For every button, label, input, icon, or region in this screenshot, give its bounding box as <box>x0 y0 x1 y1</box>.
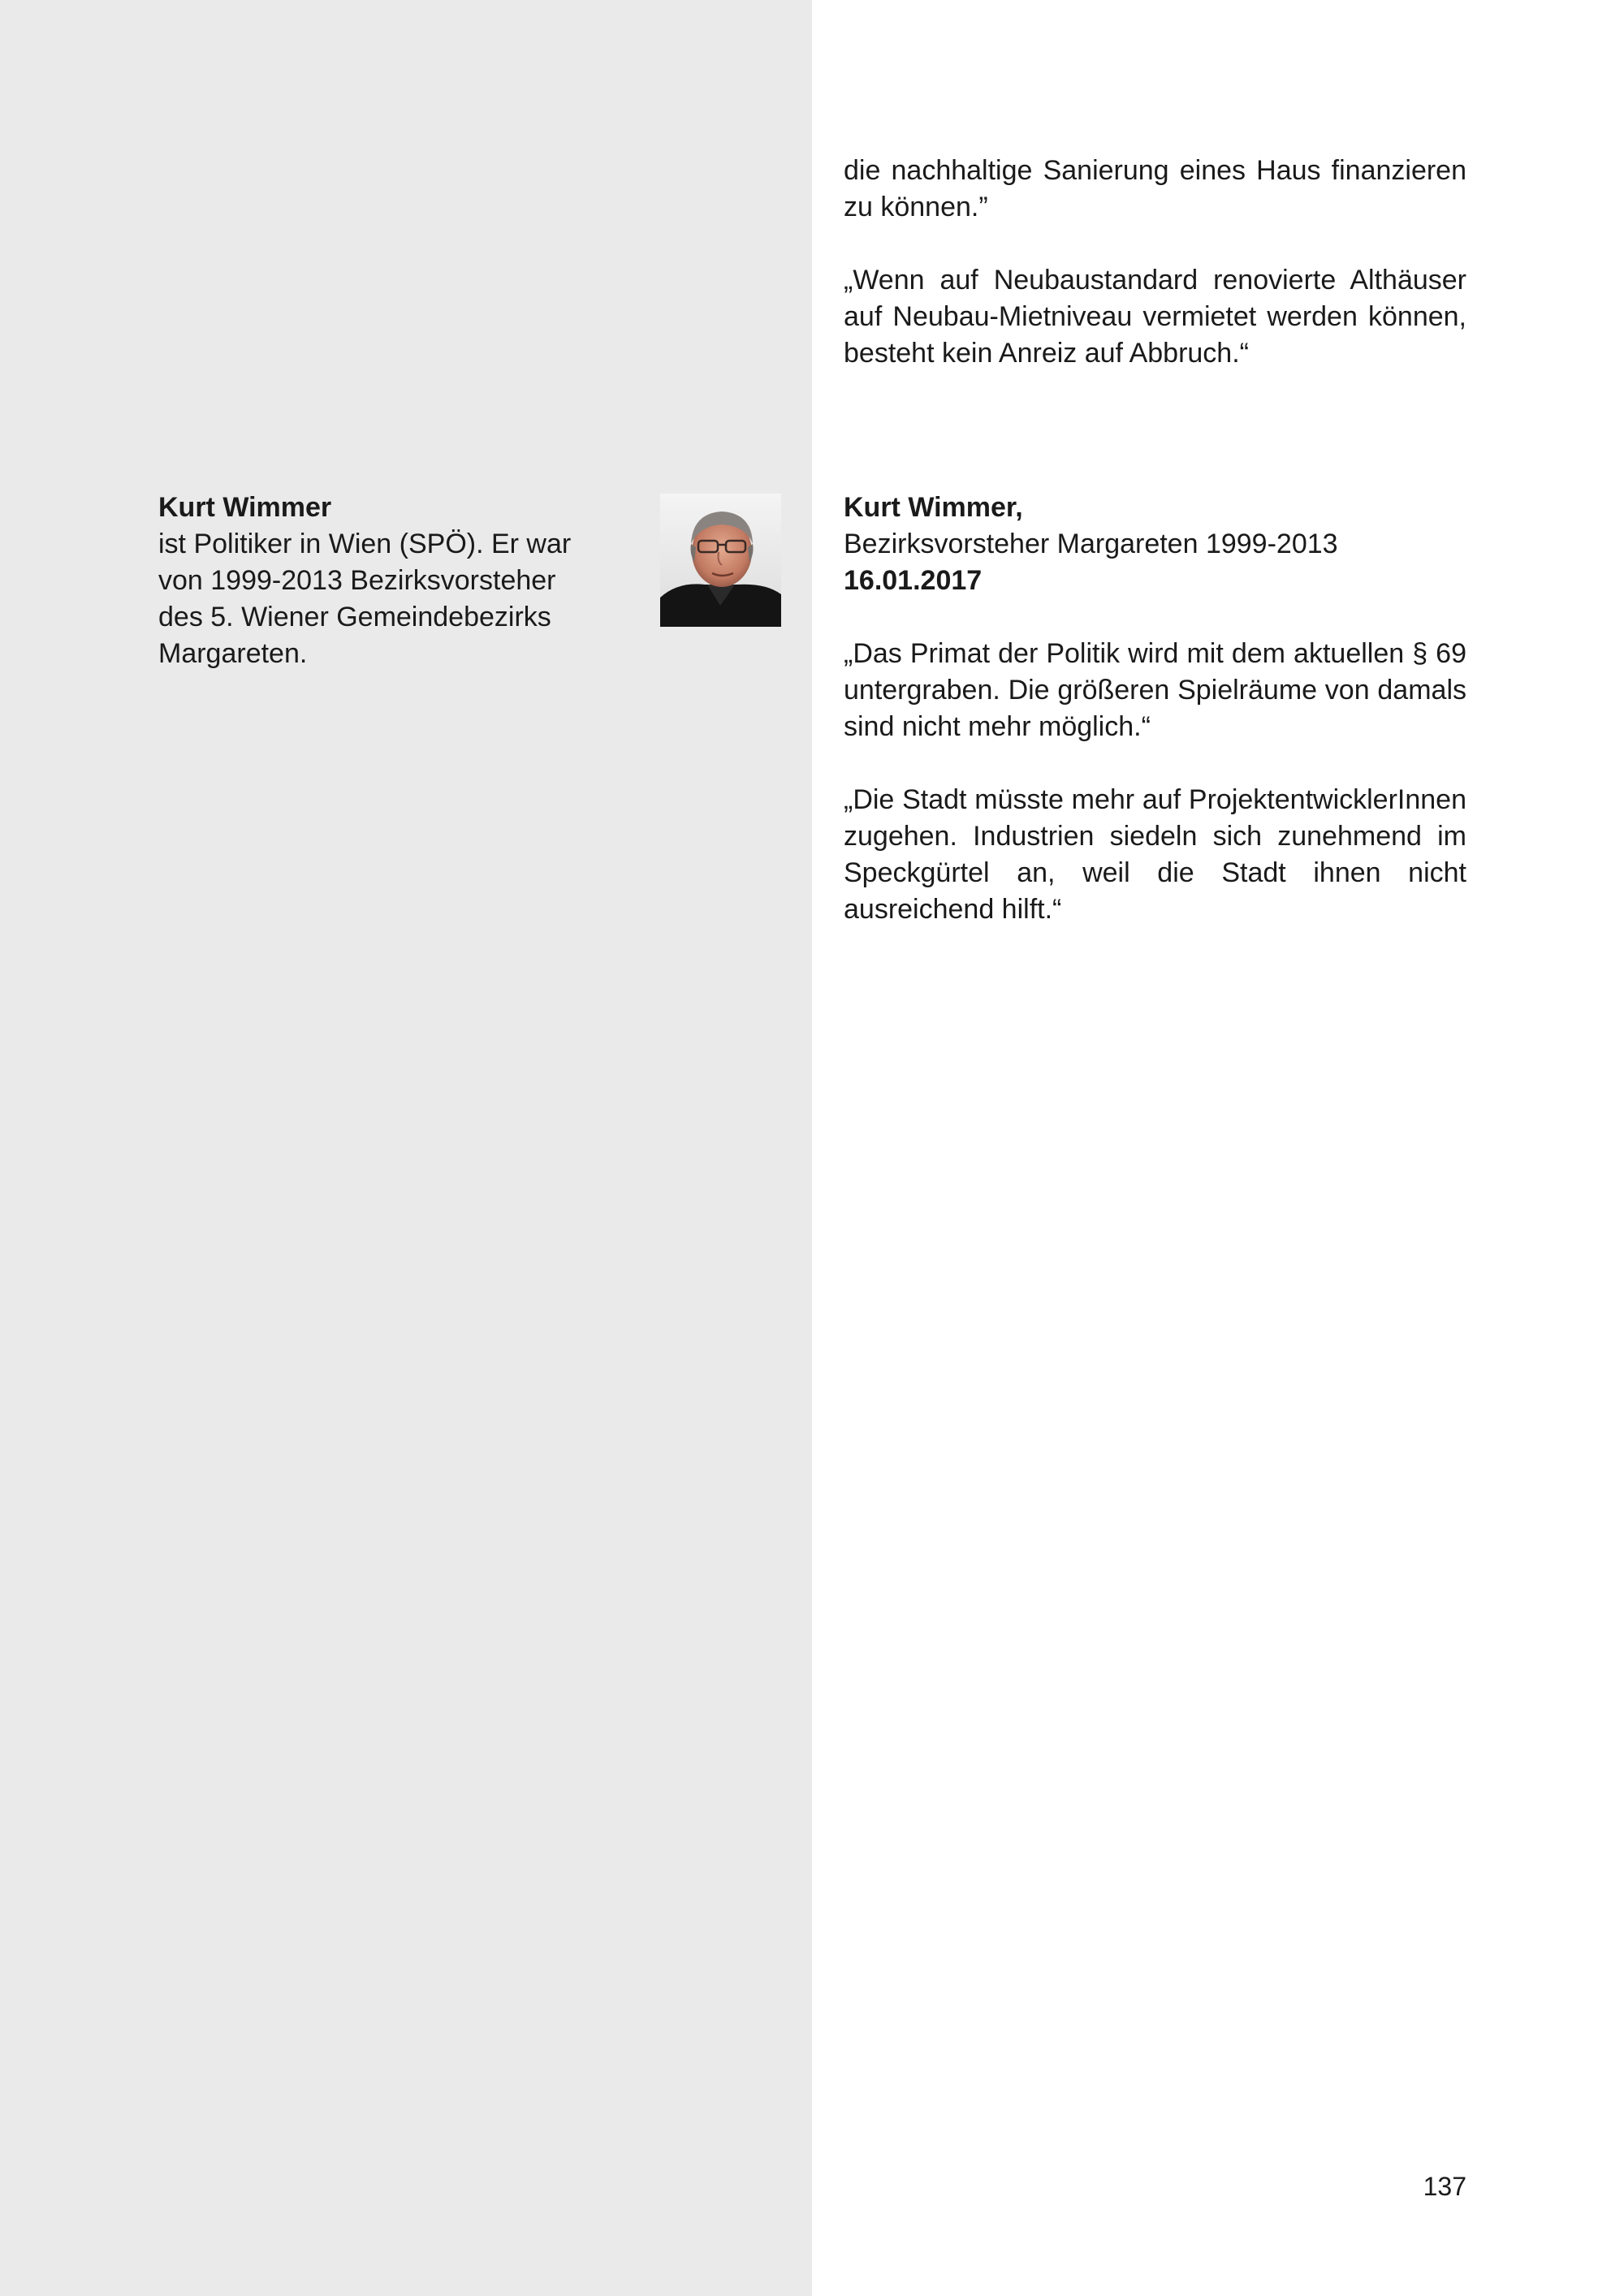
bio-line: des 5. Wiener Gemeindebezirks <box>158 602 551 632</box>
bio-block <box>158 490 581 672</box>
page-number: 137 <box>1423 2172 1466 2201</box>
interview-block <box>844 490 1466 928</box>
interview-role: Bezirksvorsteher Margareten 1999-2013 <box>844 529 1338 559</box>
continuation-paragraph: die nachhaltige Sanierung eines Haus finanzieren zu können.” <box>844 155 1466 222</box>
bio-name: Kurt Wimmer <box>158 492 332 523</box>
top-text-block <box>844 153 1466 372</box>
bio-line: ist Politiker in Wien (SPÖ). Er war <box>158 529 572 559</box>
interview-name: Kurt Wimmer, <box>844 492 1023 523</box>
bio-line: von 1999-2013 Bezirksvorsteher <box>158 565 556 596</box>
bio-line: Margareten. <box>158 638 308 669</box>
quote-paragraph: „Wenn auf Neubaustandard renovierte Althäuser auf Neubau-Mietniveau vermietet werden können, besteht kein Anreiz auf Abbruch.“ <box>844 265 1466 369</box>
interview-date: 16.01.2017 <box>844 565 983 596</box>
interview-quote: „Das Primat der Politik wird mit dem aktuellen § 69 untergraben. Die größeren Spielräume von damals sind nicht mehr möglich.“ <box>844 638 1466 742</box>
interview-quote: „Die Stadt müsste mehr auf ProjektentwicklerInnen zugehen. Industrien siedeln sich zunehmend im Speckgürtel an, weil die Stadt ihnen nicht ausreichend hilft.“ <box>844 784 1466 925</box>
portrait-photo <box>660 494 781 627</box>
